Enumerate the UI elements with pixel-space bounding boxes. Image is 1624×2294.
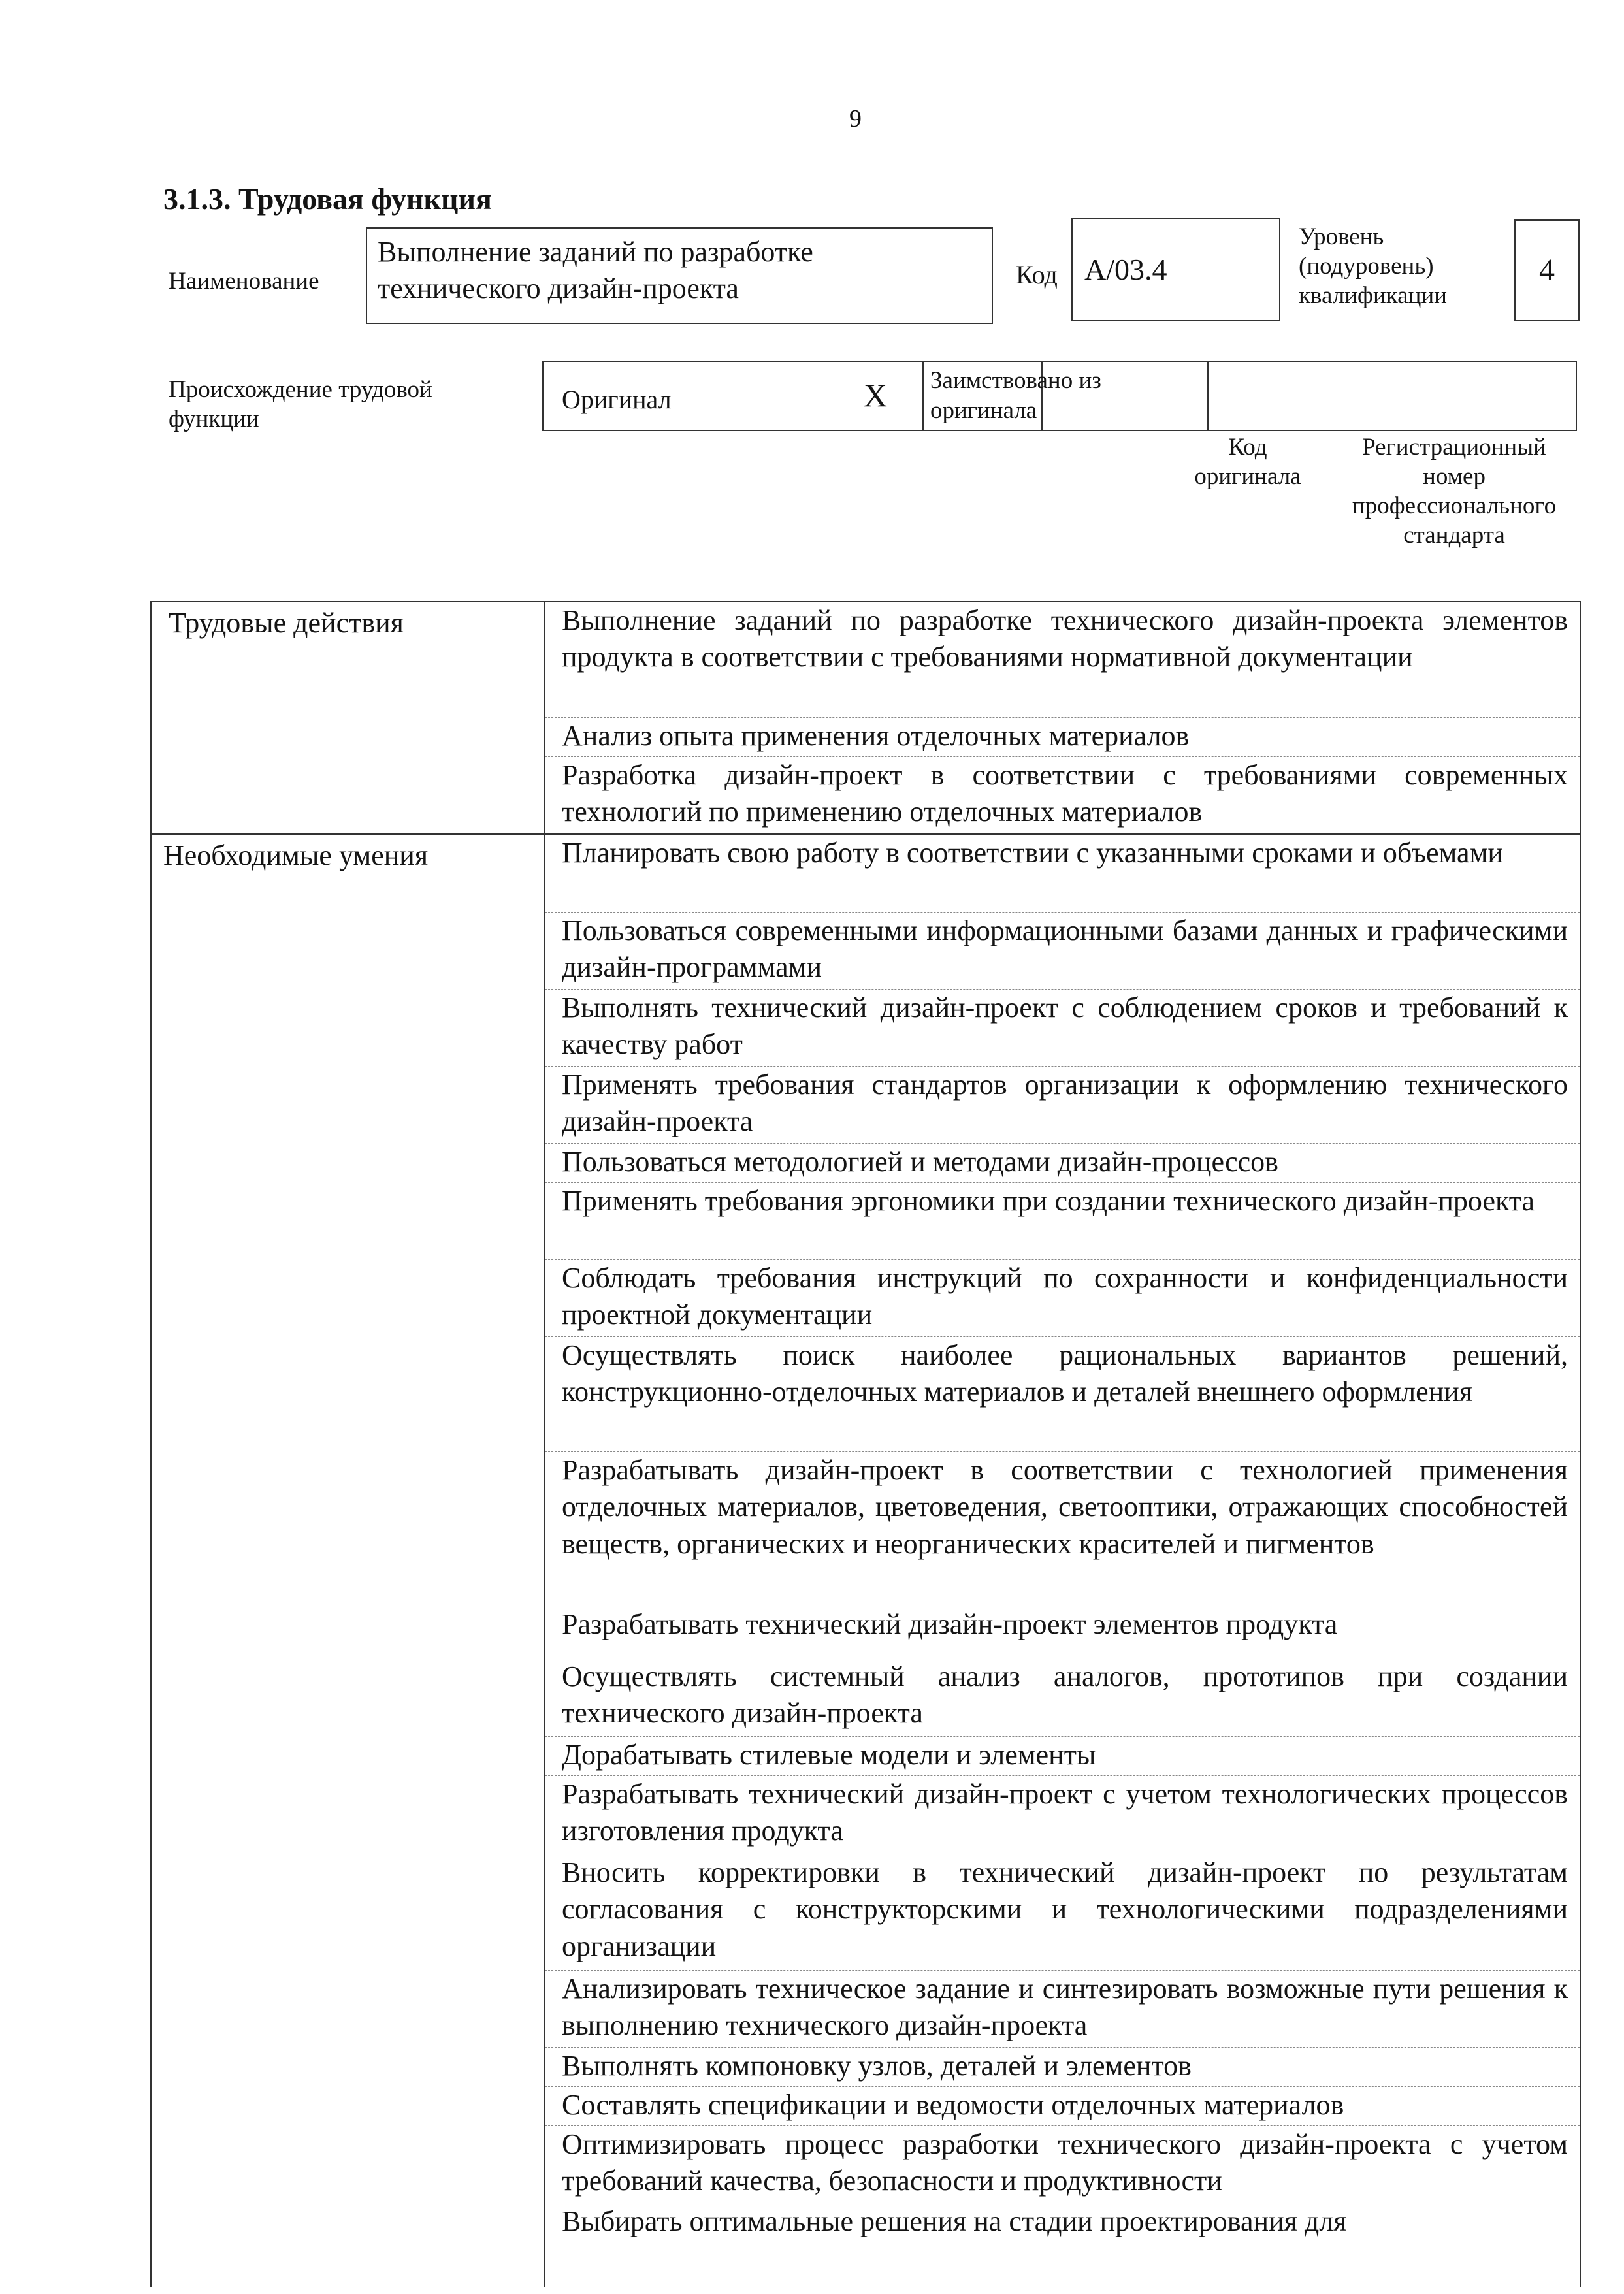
skill-row: Пользоваться методологией и методами дизайн-процессов <box>545 1143 1580 1182</box>
level-value-box <box>1514 219 1580 321</box>
original-cell <box>544 362 924 430</box>
labor-action-row: Анализ опыта применения отделочных материалов <box>545 717 1580 756</box>
skills-label: Необходимые умения <box>163 839 429 871</box>
section-title: 3.1.3. Трудовая функция <box>163 182 492 216</box>
original-mark: X <box>864 377 888 413</box>
name-value: Выполнение заданий по разработке технического дизайн-проекта <box>378 236 813 305</box>
name-label: Наименование <box>169 268 319 295</box>
reg-number-cell <box>1209 362 1578 430</box>
skill-row: Дорабатывать стилевые модели и элементы <box>545 1736 1580 1775</box>
code-value: А/03.4 <box>1084 253 1167 286</box>
level-value: 4 <box>1539 253 1555 287</box>
code-label: Код <box>1016 260 1058 289</box>
skill-row: Планировать свою работу в соответствии с указанными сроками и объемами <box>545 833 1580 912</box>
skill-row: Разрабатывать технический дизайн-проект с учетом технологических процессов изготовления продукта <box>545 1775 1580 1854</box>
labor-actions-label: Трудовые действия <box>169 607 404 639</box>
skill-row: Соблюдать требования инструкций по сохранности и конфиденциальности проектной документации <box>545 1259 1580 1336</box>
skill-row: Разрабатывать дизайн-проект в соответствии с технологией применения отделочных материалов, цветоведения, светооптики, отражающих способностей веществ, органических и неорганических красителей и пигментов <box>545 1451 1580 1606</box>
skill-row: Составлять спецификации и ведомости отделочных материалов <box>545 2086 1580 2125</box>
skill-row: Пользоваться современными информационными базами данных и графическими дизайн-программами <box>545 912 1580 989</box>
origin-label: Происхождение трудовой функции <box>169 376 432 433</box>
reg-number-caption: Регистрационный номер профессионального стандарта <box>1352 434 1557 549</box>
skill-row: Выбирать оптимальные решения на стадии проектирования для <box>545 2203 1580 2242</box>
requirements-table <box>150 601 1581 2287</box>
skill-row: Вносить корректировки в технический дизайн-проект по результатам согласования с конструкторскими и технологическими подразделениями организации <box>545 1854 1580 1970</box>
skill-row: Осуществлять системный анализ аналогов, прототипов при создании технического дизайн-проекта <box>545 1658 1580 1736</box>
level-label: Уровень (подуровень) квалификации <box>1299 223 1447 310</box>
page-number: 9 <box>849 105 862 133</box>
group-separator <box>152 833 544 835</box>
labor-action-row: Разработка дизайн-проект в соответствии с требованиями современных технологий по применению отделочных материалов <box>545 756 1580 833</box>
skill-row: Применять требования эргономики при создании технического дизайн-проекта <box>545 1182 1580 1259</box>
skill-row: Оптимизировать процесс разработки технического дизайн-проекта с учетом требований качества, безопасности и продуктивности <box>545 2125 1580 2203</box>
skill-row: Выполнять компоновку узлов, деталей и элементов <box>545 2047 1580 2086</box>
skill-row: Анализировать техническое задание и синтезировать возможные пути решения к выполнению технического дизайн-проекта <box>545 1970 1580 2047</box>
labor-action-row: Выполнение заданий по разработке технического дизайн-проекта элементов продукта в соответствии с требованиями нормативной документации <box>562 604 1568 673</box>
skill-row: Выполнять технический дизайн-проект с соблюдением сроков и требований к качеству работ <box>545 989 1580 1066</box>
name-value-box <box>366 227 993 324</box>
code-value-box <box>1071 218 1280 321</box>
skill-row: Применять требования стандартов организации к оформлению технического дизайн-проекта <box>545 1066 1580 1143</box>
borrowed-label: Заимствовано из оригинала <box>930 367 1101 425</box>
skill-row: Разрабатывать технический дизайн-проект элементов продукта <box>545 1606 1580 1658</box>
skill-row: Осуществлять поиск наиболее рациональных вариантов решений, конструкционно-отделочных материалов и деталей внешнего оформления <box>545 1336 1580 1451</box>
code-original-caption: Код оригинала <box>1194 434 1301 491</box>
original-label: Оригинал <box>562 385 672 414</box>
